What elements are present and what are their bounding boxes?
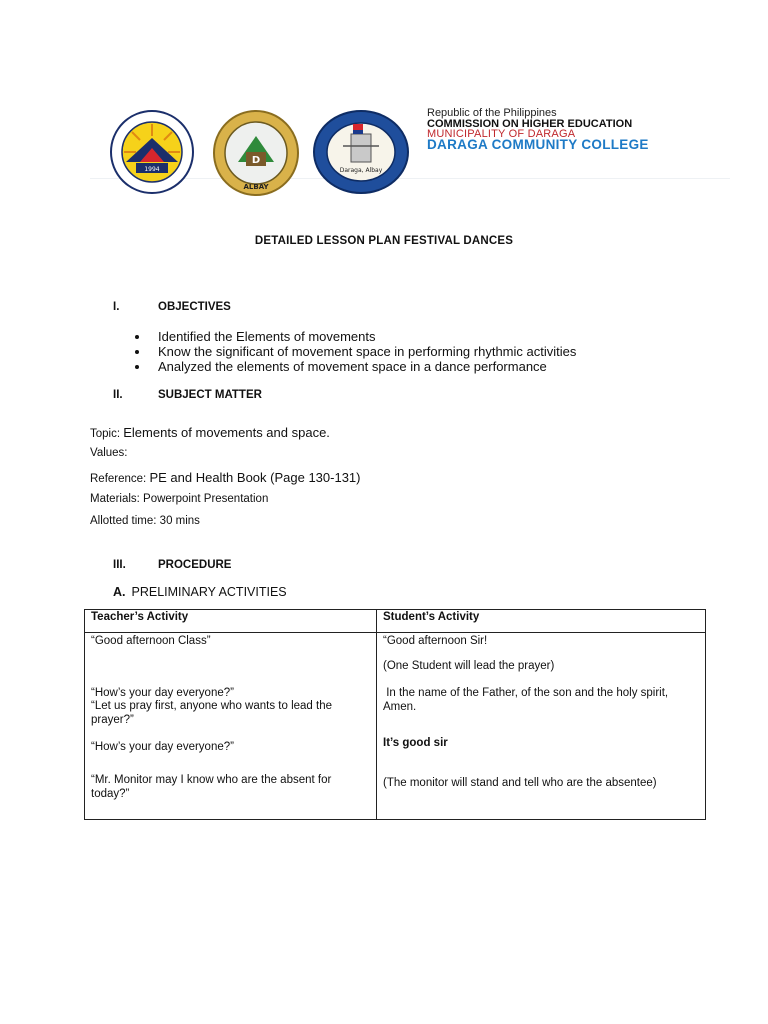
letterhead-republic: Republic of the Philippines bbox=[427, 107, 557, 119]
objective-item: Know the significant of movement space in performing rhythmic activities bbox=[133, 344, 576, 359]
values-line: Values: bbox=[90, 447, 128, 459]
teacher-line: “How’s your day everyone?” bbox=[91, 687, 234, 699]
procedure-heading: PROCEDURE bbox=[158, 559, 232, 571]
svg-text:Daraga, Albay: Daraga, Albay bbox=[339, 167, 383, 174]
topic-line bbox=[90, 425, 330, 440]
reference-value: PE and Health Book (Page 130-131) bbox=[149, 470, 361, 485]
student-activity-cell bbox=[377, 633, 706, 820]
student-line: “Good afternoon Sir! bbox=[383, 635, 488, 647]
objective-item: Identified the Elements of movements bbox=[133, 329, 576, 344]
student-line: (One Student will lead the prayer) bbox=[383, 660, 555, 672]
letterhead-municipality: MUNICIPALITY OF DARAGA bbox=[427, 128, 576, 140]
materials-line: Materials: Powerpoint Presentation bbox=[90, 493, 269, 505]
objectives-list bbox=[133, 329, 576, 374]
table-row bbox=[85, 633, 706, 820]
subsection-title: PRELIMINARY ACTIVITIES bbox=[131, 585, 287, 599]
topic-label: Topic: bbox=[90, 428, 124, 440]
letterhead-college: DARAGA COMMUNITY COLLEGE bbox=[427, 137, 649, 152]
topic-value: Elements of movements and space. bbox=[123, 425, 330, 440]
reference-line bbox=[90, 470, 360, 485]
student-line: (The monitor will stand and tell who are the absentee) bbox=[383, 777, 657, 789]
objective-item: Analyzed the elements of movement space in a dance performance bbox=[133, 359, 576, 374]
subject-matter-number: II. bbox=[113, 389, 123, 401]
preliminary-activities-heading bbox=[113, 585, 287, 599]
document-title: DETAILED LESSON PLAN FESTIVAL DANCES bbox=[254, 235, 514, 247]
dcc-seal bbox=[313, 110, 409, 194]
ched-seal bbox=[110, 110, 194, 194]
student-line: It’s good sir bbox=[383, 737, 448, 749]
teacher-activity-cell bbox=[85, 633, 377, 820]
letterhead-commission: COMMISSION ON HIGHER EDUCATION bbox=[427, 118, 633, 130]
teacher-line: “Mr. Monitor may I know who are the absent for today?” bbox=[91, 774, 332, 800]
daraga-municipal-seal bbox=[213, 110, 299, 196]
svg-text:ALBAY: ALBAY bbox=[243, 183, 269, 191]
objectives-number: I. bbox=[113, 301, 120, 313]
student-activity-header: Student’s Activity bbox=[377, 610, 706, 633]
teacher-line: “Good afternoon Class” bbox=[91, 635, 211, 647]
svg-text:D: D bbox=[251, 155, 261, 166]
teacher-line: “Let us pray first, anyone who wants to lead the prayer?” bbox=[91, 700, 332, 726]
allotted-time-line: Allotted time: 30 mins bbox=[90, 515, 200, 527]
subject-matter-heading: SUBJECT MATTER bbox=[158, 389, 262, 401]
activities-table bbox=[84, 609, 706, 820]
objectives-heading: OBJECTIVES bbox=[158, 301, 231, 313]
table-header-row bbox=[85, 610, 706, 633]
reference-label: Reference: bbox=[90, 473, 150, 485]
procedure-number: III. bbox=[113, 559, 126, 571]
student-line: In the name of the Father, of the son and the holy spirit, Amen. bbox=[383, 687, 671, 713]
teacher-activity-header: Teacher’s Activity bbox=[85, 610, 377, 633]
teacher-line: “How’s your day everyone?” bbox=[91, 741, 234, 753]
svg-text:1994: 1994 bbox=[144, 166, 160, 173]
subsection-letter: A. bbox=[113, 585, 126, 599]
